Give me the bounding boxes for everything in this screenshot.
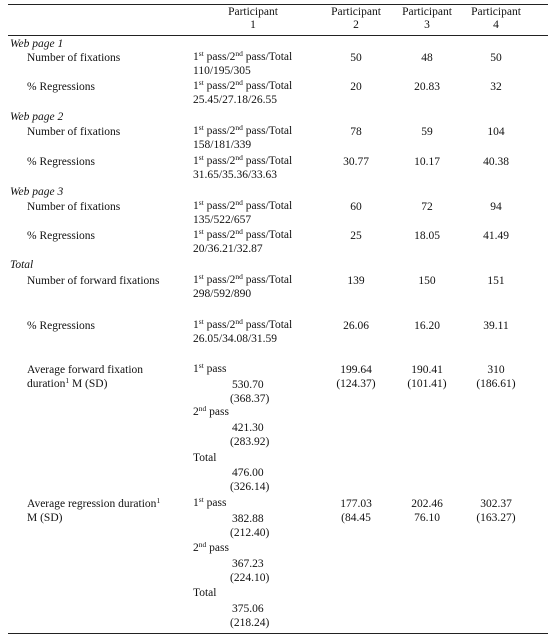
p1-value: 31.65/35.36/33.63 — [193, 169, 278, 181]
p3-value: 10.17 — [414, 156, 440, 168]
p2-value: 139 — [347, 275, 365, 287]
p3-sd: 76.10 — [414, 512, 440, 524]
p4-value: 104 — [487, 126, 505, 138]
p2-value: 26.06 — [343, 320, 369, 332]
total-sd: (218.24) — [230, 617, 270, 629]
p4-value: 40.38 — [483, 156, 509, 168]
p4-value: 41.49 — [483, 230, 509, 242]
label-avg-forward-fixation: Average forward fixation — [27, 364, 144, 376]
p4-value: 32 — [490, 81, 502, 93]
label-forward-fixations: Number of forward fixations — [27, 275, 160, 287]
label-avg-regression-duration: Average regression duration$^1$ — [27, 496, 161, 510]
pass-label: 1st pass/2nd pass/Total — [193, 198, 293, 212]
first-pass-sd: (212.40) — [230, 527, 270, 539]
p1-value: 26.05/34.08/31.59 — [193, 333, 278, 345]
p4-sd: (186.61) — [476, 378, 516, 390]
p3-value: 20.83 — [414, 81, 440, 93]
p1-value: 298/592/890 — [193, 288, 252, 300]
p4-value: 39.11 — [483, 320, 509, 332]
p3-value: 59 — [421, 126, 433, 138]
pass-label: 1st pass/2nd pass/Total — [193, 227, 293, 241]
p1-value: 20/36.21/32.87 — [193, 243, 263, 255]
p1-value: 25.45/27.18/26.55 — [193, 94, 278, 106]
label-regressions: % Regressions — [27, 230, 96, 242]
label-fixations: Number of fixations — [27, 126, 121, 138]
label-avg-regression-msd: M (SD) — [27, 512, 63, 524]
p1-value: 158/181/339 — [193, 139, 252, 151]
first-pass-label: 1st pass — [193, 495, 227, 509]
section-web-page-3: Web page 3 — [10, 186, 64, 198]
label-regressions: % Regressions — [27, 320, 96, 332]
p2-value: 25 — [350, 230, 362, 242]
p2-sd: (124.37) — [336, 378, 376, 390]
p4-sd: (163.27) — [476, 512, 516, 524]
total-label: Total — [193, 452, 217, 464]
p4-mean: 310 — [487, 364, 505, 376]
pass-label: 1st pass/2nd pass/Total — [193, 78, 293, 92]
bottom-rule — [8, 633, 548, 634]
p2-mean: 177.03 — [340, 498, 372, 510]
first-pass-label: 1st pass — [193, 361, 227, 375]
second-pass-sd: (283.92) — [230, 436, 270, 448]
second-pass-mean: 367.23 — [232, 558, 264, 570]
p2-value: 20 — [350, 81, 362, 93]
p2-value: 60 — [350, 201, 362, 213]
total-mean: 476.00 — [232, 467, 264, 479]
pass-label: 1st pass/2nd pass/Total — [193, 49, 293, 63]
header-participant-4: Participant 4 — [471, 6, 521, 31]
p2-mean: 199.64 — [340, 364, 372, 376]
p2-sd: (84.45 — [341, 512, 371, 524]
p3-value: 16.20 — [414, 320, 440, 332]
total-mean: 375.06 — [232, 603, 264, 615]
p3-value: 48 — [421, 52, 433, 64]
label-regressions: % Regressions — [27, 81, 96, 93]
first-pass-mean: 382.88 — [232, 513, 264, 525]
p1-value: 110/195/305 — [193, 65, 251, 77]
total-label: Total — [193, 587, 217, 599]
p3-mean: 202.46 — [411, 498, 443, 510]
header-rule — [8, 35, 548, 36]
second-pass-label: 2nd pass — [193, 540, 229, 554]
first-pass-mean: 530.70 — [232, 379, 264, 391]
section-web-page-1: Web page 1 — [10, 38, 64, 50]
second-pass-label: 2nd pass — [193, 404, 229, 418]
label-fixations: Number of fixations — [27, 201, 121, 213]
pass-label: 1st pass/2nd pass/Total — [193, 272, 293, 286]
header-participant-3: Participant 3 — [402, 6, 452, 31]
p3-value: 150 — [418, 275, 436, 287]
second-pass-mean: 421.30 — [232, 422, 264, 434]
pass-label: 1st pass/2nd pass/Total — [193, 317, 293, 331]
header-participant-2: Participant 2 — [331, 6, 381, 31]
section-web-page-2: Web page 2 — [10, 111, 64, 123]
total-sd: (326.14) — [230, 481, 270, 493]
p4-mean: 302.37 — [480, 498, 512, 510]
top-rule — [8, 4, 548, 5]
p3-mean: 190.41 — [411, 364, 443, 376]
p4-value: 50 — [490, 52, 502, 64]
p2-value: 78 — [350, 126, 362, 138]
p3-value: 72 — [421, 201, 433, 213]
header-participant-1: Participant 1 — [228, 6, 278, 31]
p1-value: 135/522/657 — [193, 214, 252, 226]
label-avg-forward-duration: duration$^1$ M (SD) — [27, 376, 108, 390]
p3-value: 18.05 — [414, 230, 440, 242]
p4-value: 94 — [490, 201, 502, 213]
p2-value: 50 — [350, 52, 362, 64]
second-pass-sd: (224.10) — [230, 572, 270, 584]
pass-label: 1st pass/2nd pass/Total — [193, 123, 293, 137]
section-total: Total — [10, 259, 34, 271]
first-pass-sd: (368.37) — [230, 393, 270, 405]
p2-value: 30.77 — [343, 156, 369, 168]
label-regressions: % Regressions — [27, 156, 96, 168]
pass-label: 1st pass/2nd pass/Total — [193, 153, 293, 167]
p3-sd: (101.41) — [407, 378, 447, 390]
p4-value: 151 — [487, 275, 505, 287]
label-fixations: Number of fixations — [27, 52, 121, 64]
